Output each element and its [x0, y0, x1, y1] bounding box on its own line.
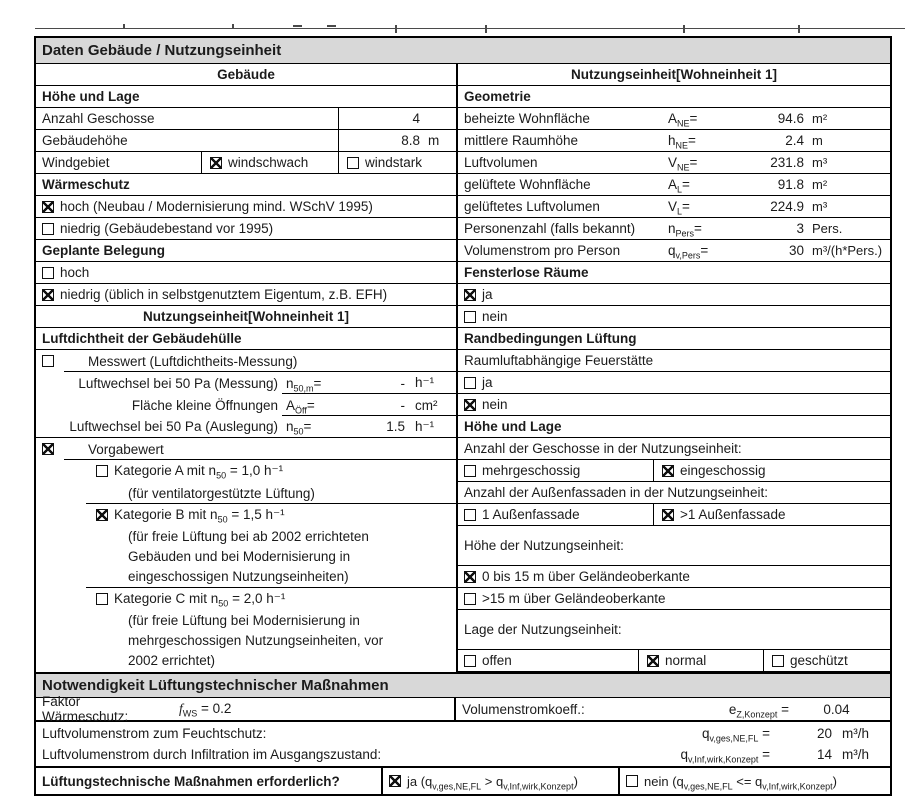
ane-unit: m²: [812, 111, 828, 126]
row-messwert: Messwert (Luftdichtheits-Messung): [36, 350, 456, 372]
windgebiet-windschwach-cell: windschwach: [201, 152, 338, 173]
row-feuerstaette-ja: ja: [458, 372, 890, 394]
notwendigkeit-title: Notwendigkeit Lüftungstechnischer Maßnahmen: [42, 677, 389, 694]
checkbox-vorgabewert[interactable]: [42, 443, 54, 455]
lage-normal-cell: normal: [638, 650, 763, 671]
row-luftwechsel-auslegung: [36, 416, 456, 438]
checkbox-mehrgeschossig[interactable]: [464, 465, 476, 477]
npers-symbol: $n_{Pers}=$: [668, 221, 702, 239]
usage-unit-column-header: Nutzungseinheit[Wohneinheit 1]: [458, 64, 890, 86]
checkbox-windschwach[interactable]: [210, 157, 222, 169]
checkbox-erforderlich-nein[interactable]: [626, 775, 638, 787]
row-belegung-niedrig: niedrig (üblich in selbstgenutztem Eigentum, z.B. EFH): [36, 284, 456, 306]
section-geplante-belegung: Geplante Belegung: [36, 240, 456, 262]
row-belegung-hoch: hoch: [36, 262, 456, 284]
qvpers-unit: m³/(h*Pers.): [812, 243, 883, 258]
section-hoehe-lage-ne: Höhe und Lage: [458, 416, 890, 438]
sheet-title: Daten Gebäude / Nutzungseinheit: [42, 42, 282, 59]
al-symbol: $A_L=$: [668, 177, 690, 195]
row-flaeche-oeffnungen: [36, 394, 456, 416]
row-faktor-volumenstromkoeff: [36, 694, 890, 724]
row-personenzahl: Personenzahl (falls bekannt) $n_{Pers}=$ 3 Pers.: [458, 218, 890, 240]
row-lage-frage: Lage der Nutzungseinheit:: [458, 610, 890, 650]
faktor-waermeschutz-cell: Faktor Wärmeschutz: $f_{WS} = 0.2$: [36, 698, 456, 720]
row-vorgabewert: Vorgabewert: [36, 438, 456, 460]
anzahl-geschosse-value[interactable]: 4: [412, 111, 420, 126]
sheet-title-band: [36, 38, 890, 64]
checkbox-bis-15m[interactable]: [464, 571, 476, 583]
usage-unit-column: [456, 64, 890, 672]
infiltration-line: Luftvolumenstrom durch Infiltration im Ausgangszustand: $q_{v,Inf,wirk,Konzept}$ = 14 m³/h: [42, 744, 884, 765]
feuchtschutz-line: Luftvolumenstrom zum Feuchtschutz: $q_{v,ges,NE,FL}$ = 20 m³/h: [42, 723, 884, 744]
erforderlich-ja-cell: [381, 768, 618, 794]
aoeff-value[interactable]: -: [400, 397, 405, 413]
npers-value[interactable]: 3: [796, 221, 804, 236]
row-kategorie-b-desc: (für freie Lüftung bei ab 2002 errichteten Gebäuden und bei Modernisierung in eingeschossigen Nutzungseinheiten): [36, 526, 456, 588]
qvpers-value[interactable]: 30: [788, 243, 804, 258]
hne-unit: m: [812, 133, 823, 148]
qv-ges-symbol: $q_{v,ges,NE,FL}$ =: [701, 726, 770, 744]
row-mittlere-raumhoehe: mittlere Raumhöhe $h_{NE}=$ 2.4 m: [458, 130, 890, 152]
checkbox-ueber-15m[interactable]: [464, 593, 476, 605]
vl-symbol: $V_L=$: [668, 199, 690, 217]
row-massnahmen-erforderlich: [36, 768, 890, 794]
kategorie-b-label: Kategorie B mit $n_{50} = 1,5$ h⁻¹: [114, 507, 285, 525]
kategorie-a-label: Kategorie A mit $n_{50} = 1,0$ h⁻¹: [114, 463, 284, 481]
vne-unit: m³: [812, 155, 828, 170]
volumenstromkoeff-cell: Volumenstromkoeff.: $e_{Z,Konzept}$ = 0.04: [456, 698, 890, 720]
checkbox-waermeschutz-niedrig[interactable]: [42, 223, 54, 235]
erforderlich-ja-text: ja $(q_{v,ges,NE,FL} > q_{v,Inf,wirk,Konzept})$: [407, 773, 578, 792]
qv-ges-unit: m³/h: [842, 726, 869, 741]
row-hoehe-frage: Höhe der Nutzungseinheit:: [458, 526, 890, 566]
checkbox-windstark[interactable]: [347, 157, 359, 169]
al-value[interactable]: 91.8: [777, 177, 804, 192]
vne-value[interactable]: 231.8: [770, 155, 804, 170]
lage-offen-cell: offen: [458, 650, 638, 671]
checkbox-geschuetzt[interactable]: [772, 655, 784, 667]
section-geometrie: Geometrie: [458, 86, 890, 108]
row-luftvolumen: Luftvolumen $V_{NE}=$ 231.8 m³: [458, 152, 890, 174]
ane-value[interactable]: 94.6: [777, 111, 804, 126]
qv-inf-unit: m³/h: [842, 747, 869, 762]
checkbox-normal[interactable]: [647, 655, 659, 667]
row-waermeschutz-niedrig: niedrig (Gebäudebestand vor 1995): [36, 218, 456, 240]
row-waermeschutz-hoch: hoch (Neubau / Modernisierung mind. WSchV 1995): [36, 196, 456, 218]
fws-formula: $f_{WS} = 0.2$: [179, 701, 232, 719]
row-gebaeudehoehe: [36, 130, 456, 152]
row-beheizte-wohnflaeche: beheizte Wohnfläche $A_{NE}=$ 94.6 m²: [458, 108, 890, 130]
checkbox-fensterlos-nein[interactable]: [464, 311, 476, 323]
checkbox-belegung-niedrig[interactable]: [42, 289, 54, 301]
data-sheet-table: [34, 36, 892, 796]
n50-unit: h⁻¹: [415, 418, 435, 434]
row-geschosse-frage: Anzahl der Geschosse in der Nutzungseinheit:: [458, 438, 890, 460]
row-feuerstaette: Raumluftabhängige Feuerstätte: [458, 350, 890, 372]
qv-inf-value[interactable]: 14: [816, 747, 832, 762]
n50-value[interactable]: 1.5: [386, 419, 405, 434]
row-bis-15m: 0 bis 15 m über Geländeoberkante: [458, 566, 890, 588]
anzahl-geschosse-value-cell[interactable]: [338, 108, 456, 129]
eingeschossig-cell: eingeschossig: [653, 460, 890, 481]
luftwechsel-messung-label: Luftwechsel bei 50 Pa (Messung): [78, 375, 278, 391]
gebaeudehoehe-unit: m: [428, 133, 440, 148]
notwendigkeit-band: [36, 672, 890, 698]
npers-unit: Pers.: [812, 221, 843, 236]
checkbox-kategorie-c[interactable]: [96, 593, 108, 605]
row-volumenstrom-pro-person: Volumenstrom pro Person $q_{v,Pers}=$ 30 m³/(h*Pers.): [458, 240, 890, 262]
row-geschossigkeit: [458, 460, 890, 482]
luftwechsel-auslegung-label: Luftwechsel bei 50 Pa (Auslegung): [69, 419, 278, 434]
n50m-symbol: $n_{50,m}=$: [286, 375, 322, 394]
building-column: [36, 64, 456, 672]
n50-symbol: $n_{50}=$: [286, 419, 312, 437]
row-feuerstaette-nein: nein: [458, 394, 890, 416]
al-unit: m²: [812, 177, 828, 192]
section-fensterlose-raeume: Fensterlose Räume: [458, 262, 890, 284]
qvpers-symbol: $q_{v,Pers}=$: [668, 243, 709, 261]
row-fassaden-frage: Anzahl der Außenfassaden in der Nutzungseinheit:: [458, 482, 890, 504]
flaeche-label: Fläche kleine Öffnungen: [131, 397, 278, 413]
n50m-unit: h⁻¹: [415, 375, 435, 390]
gebaeudehoehe-value[interactable]: 8.8: [401, 133, 420, 148]
row-luftwechsel-messung: [36, 372, 456, 394]
windgebiet-windstark-cell: windstark: [338, 152, 456, 173]
erforderlich-frage: Lüftungstechnische Maßnahmen erforderlich?: [42, 773, 340, 789]
vne-symbol: $V_{NE}=$: [668, 155, 698, 173]
row-geluefttetes-luftvolumen: gelüftetes Luftvolumen $V_L=$ 224.9 m³: [458, 196, 890, 218]
checkbox-kategorie-a[interactable]: [96, 465, 108, 477]
n50m-value[interactable]: -: [400, 375, 405, 391]
row-kategorie-b: [36, 504, 456, 526]
checkbox-kategorie-b[interactable]: [96, 509, 108, 521]
checkbox-messwert[interactable]: [42, 355, 54, 367]
row-kategorie-c-desc: (für freie Lüftung bei Modernisierung in mehrgeschossigen Nutzungseinheiten, vor 2002 errichtet): [128, 613, 384, 668]
vl-value[interactable]: 224.9: [770, 199, 804, 214]
checkbox-eingeschossig[interactable]: [662, 465, 674, 477]
ez-konzept-symbol: $e_{Z,Konzept}$ =: [728, 701, 789, 720]
ane-symbol: $A_{NE}=$: [668, 111, 698, 129]
row-fensterlos-nein: nein: [458, 306, 890, 328]
checkbox-fensterlos-ja[interactable]: [464, 289, 476, 301]
gebaeudehoehe-value-cell[interactable]: [338, 130, 456, 151]
checkbox-eine-fassade[interactable]: [464, 509, 476, 521]
ez-konzept-value[interactable]: 0.04: [823, 701, 850, 717]
checkbox-offen[interactable]: [464, 655, 476, 667]
mehr-fassaden-cell: >1 Außenfassade: [653, 504, 890, 525]
row-fensterlos-ja: ja: [458, 284, 890, 306]
kategorie-c-label: Kategorie C mit $n_{50} = 2,0$ h⁻¹: [114, 591, 286, 609]
checkbox-erforderlich-ja[interactable]: [389, 775, 401, 787]
aoeff-symbol: $A_{Öff}=$: [286, 397, 315, 416]
hne-value[interactable]: 2.4: [785, 133, 804, 148]
row-kategorie-c: [36, 588, 456, 610]
anzahl-geschosse-label: Anzahl Geschosse: [42, 111, 155, 126]
row-kategorie-a-desc: (für ventilatorgestützte Lüftung): [36, 482, 456, 504]
eine-fassade-cell: 1 Außenfassade: [458, 504, 653, 525]
building-column-header: Gebäude: [36, 64, 456, 86]
qv-ges-value[interactable]: 20: [816, 726, 832, 741]
gebaeudehoehe-label: Gebäudehöhe: [42, 133, 128, 148]
row-gelueftete-wohnflaeche: gelüftete Wohnfläche $A_L=$ 91.8 m²: [458, 174, 890, 196]
row-anzahl-geschosse: [36, 108, 456, 130]
row-windgebiet: [36, 152, 456, 174]
left-nutzungseinheit-header: Nutzungseinheit[Wohneinheit 1]: [36, 306, 456, 328]
lage-geschuetzt-cell: geschützt: [763, 650, 890, 671]
section-waermeschutz: Wärmeschutz: [36, 174, 456, 196]
mehrgeschossig-cell: mehrgeschossig: [458, 460, 653, 481]
row-lage-optionen: [458, 650, 890, 672]
aoeff-unit: cm²: [415, 397, 438, 413]
row-ueber-15m: >15 m über Geländeoberkante: [458, 588, 890, 610]
checkbox-feuerstaette-ja[interactable]: [464, 377, 476, 389]
row-fassaden: [458, 504, 890, 526]
checkbox-feuerstaette-nein[interactable]: [464, 399, 476, 411]
section-randbedingungen: Randbedingungen Lüftung: [458, 328, 890, 350]
vl-unit: m³: [812, 199, 828, 214]
erforderlich-nein-text: nein $(q_{v,ges,NE,FL} <= q_{v,Inf,wirk,Konzept})$: [644, 773, 837, 792]
windgebiet-label: Windgebiet: [42, 155, 110, 170]
row-kategorie-a: [36, 460, 456, 482]
checkbox-waermeschutz-hoch[interactable]: [42, 201, 54, 213]
checkbox-mehr-fassaden[interactable]: [662, 509, 674, 521]
section-luftdichtheit: Luftdichtheit der Gebäudehülle: [36, 328, 456, 350]
erforderlich-nein-cell: [618, 768, 890, 794]
section-hoehe-und-lage: Höhe und Lage: [36, 86, 456, 108]
hne-symbol: $h_{NE}=$: [668, 133, 696, 151]
checkbox-belegung-hoch[interactable]: [42, 267, 54, 279]
row-volumenstroeme: [36, 722, 890, 768]
qv-inf-symbol: $q_{v,Inf,wirk,Konzept}$ =: [680, 747, 770, 765]
